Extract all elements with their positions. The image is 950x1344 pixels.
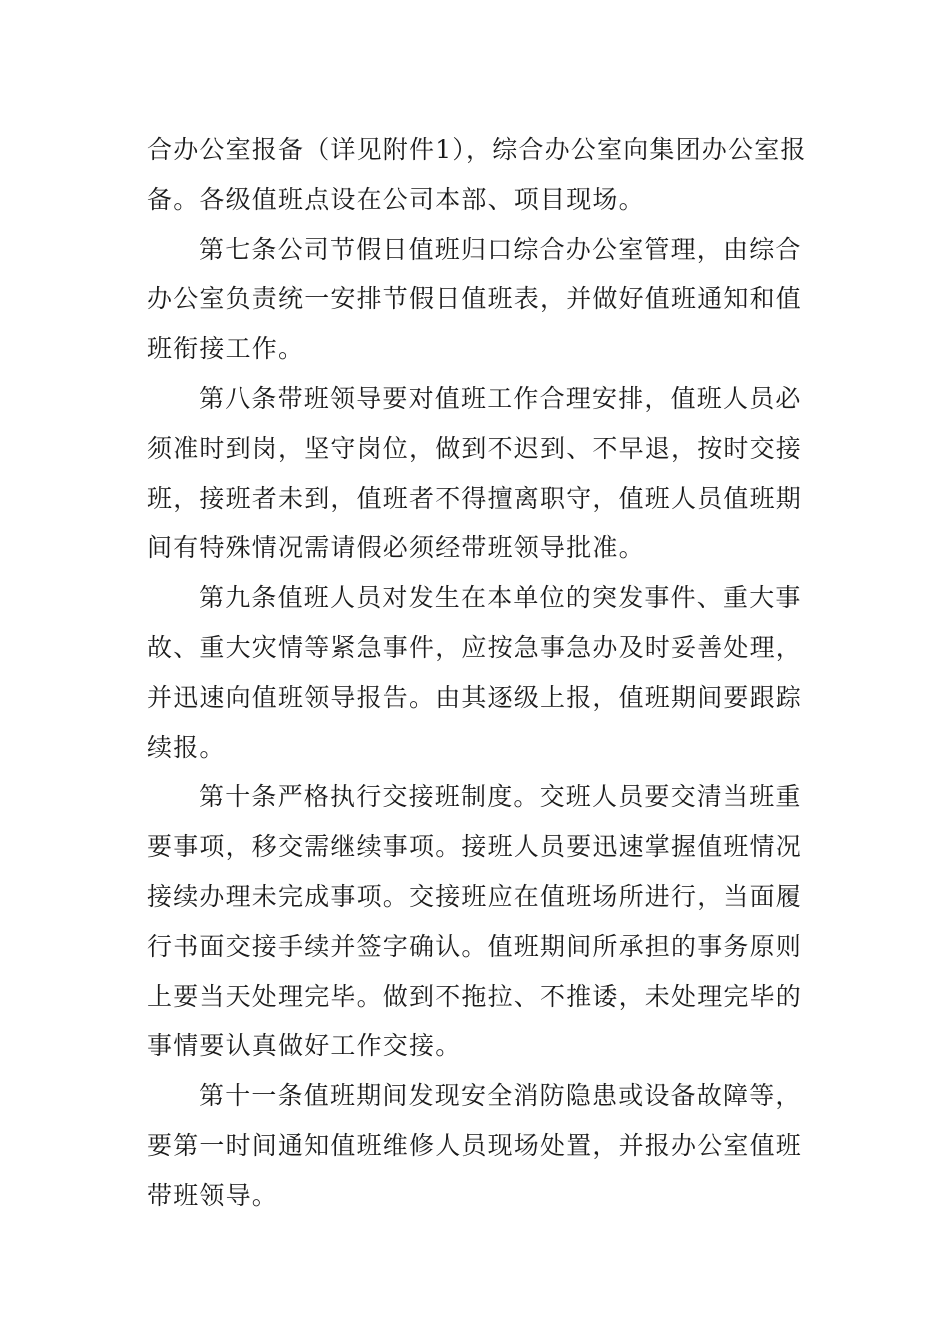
text-line: 事情要认真做好工作交接。 bbox=[147, 1031, 462, 1061]
paragraph-start-line: 第十条严格执行交接班制度。交班人员要交清当班重 bbox=[199, 782, 802, 812]
text-line: 班，接班者未到，值班者不得擅离职守，值班人员值班期 bbox=[147, 483, 803, 513]
text-line: 要事项，移交需继续事项。接班人员要迅速掌握值班情况 bbox=[147, 832, 803, 862]
text-line: 续报。 bbox=[147, 732, 226, 762]
text-line: 班衔接工作。 bbox=[147, 334, 305, 364]
text-line: 上要当天处理完毕。做到不拖拉、不推诿，未处理完毕的 bbox=[147, 981, 803, 1011]
text-line: 办公室负责统一安排节假日值班表，并做好值班通知和值 bbox=[147, 284, 803, 314]
paragraph-start-line: 第八条带班领导要对值班工作合理安排，值班人员必 bbox=[199, 383, 802, 413]
text-line: 故、重大灾情等紧急事件，应按急事急办及时妥善处理， bbox=[147, 632, 803, 662]
paragraph-start-line: 第七条公司节假日值班归口综合办公室管理，由综合 bbox=[199, 234, 802, 264]
paragraph-start-line: 第九条值班人员对发生在本单位的突发事件、重大事 bbox=[199, 583, 802, 613]
text-line: 备。各级值班点设在公司本部、项目现场。 bbox=[147, 184, 645, 214]
text-line: 带班领导。 bbox=[147, 1180, 279, 1210]
document-body bbox=[147, 125, 807, 1221]
text-line: 要第一时间通知值班维修人员现场处置，并报办公室值班 bbox=[147, 1130, 803, 1160]
text-line: 合办公室报备（详见附件1），综合办公室向集团办公室报 bbox=[147, 135, 807, 164]
text-line: 接续办理未完成事项。交接班应在值班场所进行，当面履 bbox=[147, 881, 803, 911]
text-line: 间有特殊情况需请假必须经带班领导批准。 bbox=[147, 533, 645, 563]
paragraph-start-line: 第十一条值班期间发现安全消防隐患或设备故障等， bbox=[199, 1081, 802, 1111]
text-line: 并迅速向值班领导报告。由其逐级上报，值班期间要跟踪 bbox=[147, 682, 803, 712]
text-line: 须准时到岗，坚守岗位，做到不迟到、不早退，按时交接 bbox=[147, 433, 803, 463]
text-line: 行书面交接手续并签字确认。值班期间所承担的事务原则 bbox=[147, 931, 803, 961]
